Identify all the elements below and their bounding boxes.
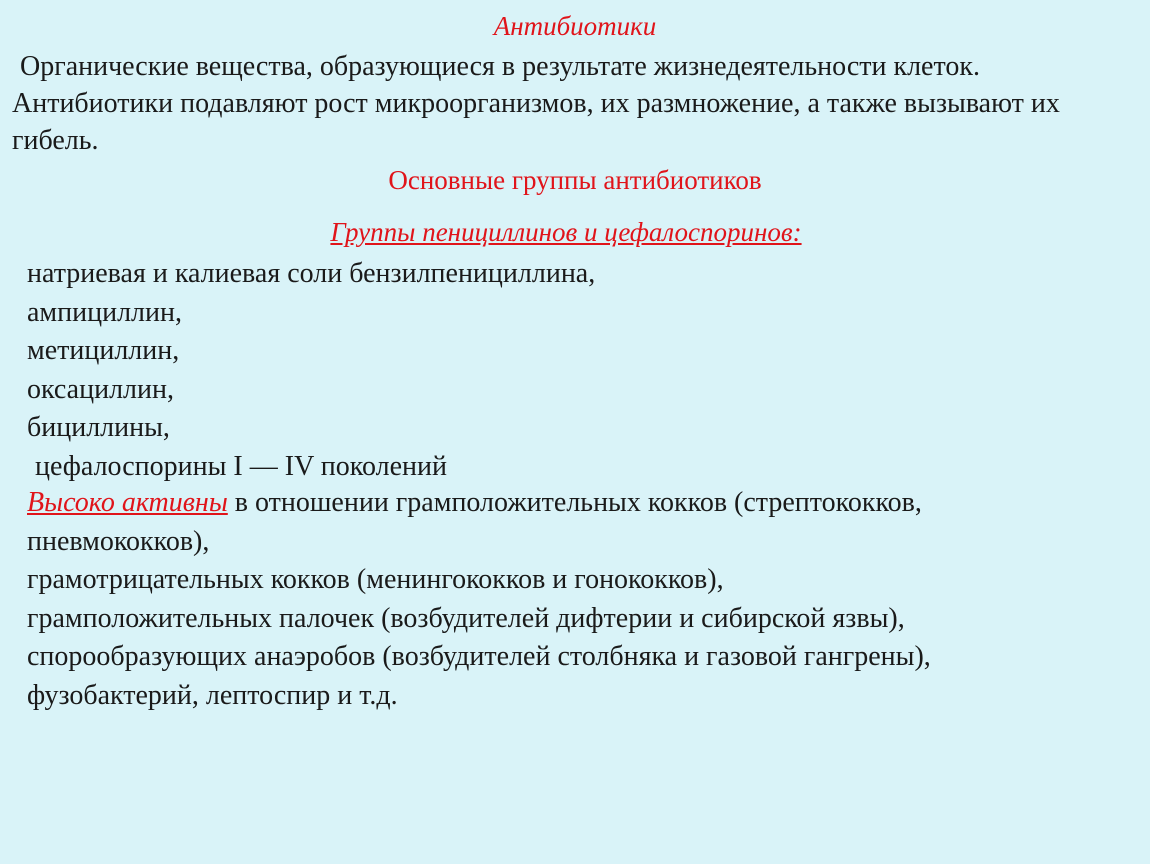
intro-paragraph xyxy=(12,48,1142,159)
subgroup-heading: Группы пенициллинов и цефалоспоринов: xyxy=(330,217,802,247)
list-item: метициллин, xyxy=(27,335,180,366)
activity-line: грамотрицательных кокков (менингококков и гонококков), xyxy=(27,564,724,595)
activity-line: пневмококков), xyxy=(27,525,210,557)
activity-line: грамположительных палочек (возбудителей дифтерии и сибирской язвы), xyxy=(27,602,905,634)
intro-description: Антибиотики подавляют рост микроорганизмов, их размножение, а также вызывают их гибель. xyxy=(12,88,1060,156)
activity-line xyxy=(27,484,1137,523)
slide-title: Антибиотики xyxy=(493,11,657,41)
activity-paragraph xyxy=(27,484,1137,715)
list-item: оксациллин, xyxy=(27,373,174,405)
groups-heading: Основные группы антибиотиков xyxy=(388,165,762,195)
activity-highlight: Высоко активны xyxy=(27,487,228,518)
list-item: цефалоспорины I — IV поколений xyxy=(35,450,447,482)
list-item: ампициллин, xyxy=(27,296,182,328)
activity-line: фузобактерий, лептоспир и т.д. xyxy=(27,679,398,711)
activity-line: спорообразующих анаэробов (возбудителей столбняка и газовой гангрены), xyxy=(27,641,931,672)
list-item: натриевая и калиевая соли бензилпенициллина, xyxy=(27,258,596,289)
drug-list xyxy=(27,255,1137,486)
activity-line-text: в отношении грамположительных кокков (стрептококков, xyxy=(227,487,922,518)
list-item: бициллины, xyxy=(27,412,170,443)
intro-definition: Органические вещества, образующиеся в результате жизнедеятельности клеток. xyxy=(20,51,980,82)
